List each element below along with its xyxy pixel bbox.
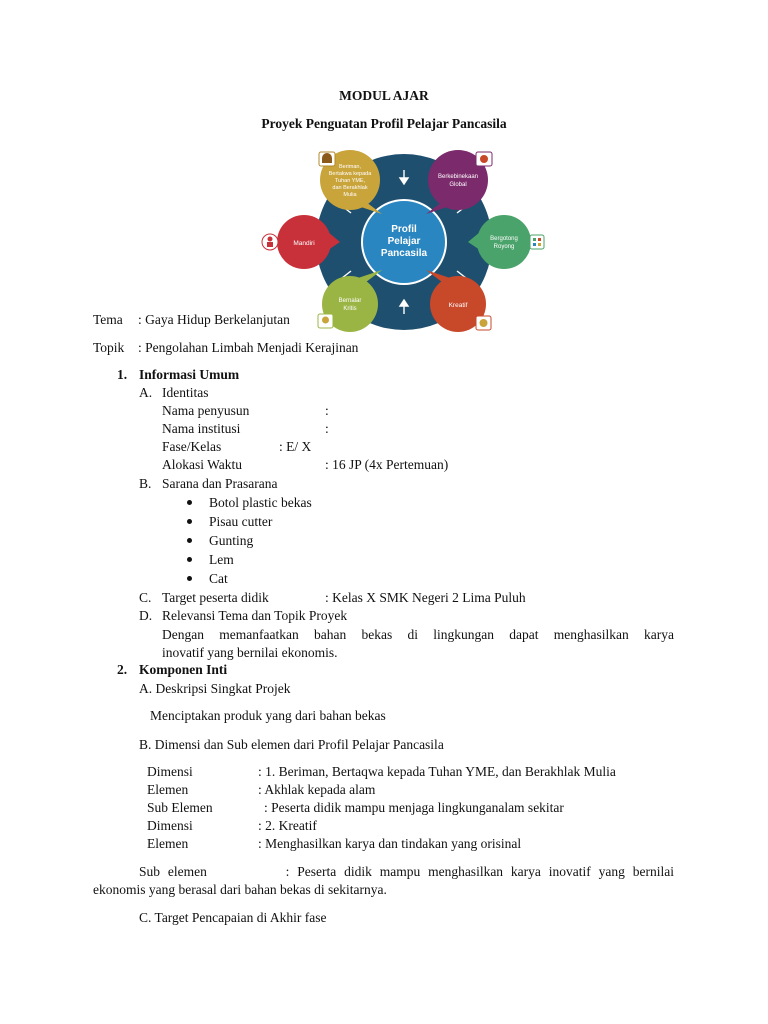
team-icon — [530, 235, 544, 249]
section-1d-marker: D. — [139, 608, 153, 623]
list-item: Pisau cutter — [209, 514, 273, 529]
list-item: Cat — [209, 571, 228, 586]
field-value-alokasi-waktu: : 16 JP (4x Pertemuan) — [325, 457, 449, 472]
document-subtitle: Proyek Penguatan Profil Pelajar Pancasila — [261, 116, 507, 131]
section-1a-title: Identitas — [162, 385, 209, 400]
section-1c-marker: C. — [139, 590, 152, 605]
list-item: Lem — [209, 552, 234, 567]
dimensi-label: Dimensi — [147, 764, 193, 779]
section-1a-marker: A. — [139, 385, 153, 400]
target-peserta-label: Target peserta didik — [162, 590, 269, 605]
diagram-center-line-2: Pelajar — [387, 236, 421, 247]
petal-beriman-line-5: Mulia — [343, 192, 357, 198]
section-1b-title: Sarana dan Prasarana — [162, 476, 278, 491]
field-label-alokasi-waktu: Alokasi Waktu — [162, 457, 243, 472]
section-2c-title: C. Target Pencapaian di Akhir fase — [139, 910, 327, 925]
relevansi-paragraph-line-1: Dengan memanfaatkan bahan bekas di lingkungan dapat menghasilkan karya — [162, 627, 674, 642]
tema-value: : Gaya Hidup Berkelanjutan — [138, 312, 290, 327]
elemen-value: : Akhlak kepada alam — [258, 782, 376, 797]
petal-mandiri-label: Mandiri — [293, 240, 315, 247]
petal-gotong-line-1: Bergotong — [490, 236, 518, 242]
field-value-nama-penyusun: : — [325, 403, 329, 418]
petal-kebinekaan-line-2: Global — [449, 182, 467, 188]
petal-kreatif-label: Kreatif — [448, 302, 468, 309]
petal-gotong-line-2: Royong — [493, 244, 515, 250]
deskripsi-text: Menciptakan produk yang dari bahan bekas — [150, 708, 386, 723]
sub-elemen-label: Sub Elemen — [147, 800, 213, 815]
topik-value: : Pengolahan Limbah Menjadi Kerajinan — [138, 340, 359, 355]
petal-beriman-line-1: Beriman, — [338, 164, 362, 170]
petal-kebinekaan-line-1: Berkebinekaan — [437, 174, 479, 180]
section-2-title: Komponen Inti — [139, 662, 228, 677]
dimensi-value: : 1. Beriman, Bertaqwa kepada Tuhan YME, dan Berakhlak Mulia — [258, 764, 616, 779]
section-1-number: 1. — [117, 367, 128, 382]
petal-kritis-line-1: Bernalar — [338, 298, 362, 304]
sub-elemen-paragraph-line-2: ekonomis yang berasal dari bahan bekas di sekitarnya. — [93, 882, 387, 897]
elemen-label: Elemen — [147, 836, 189, 851]
sub-elemen-value: : Peserta didik mampu menjaga lingkunganalam sekitar — [264, 800, 564, 815]
list-item: Gunting — [209, 533, 254, 548]
section-2-number: 2. — [117, 662, 128, 677]
bullet-dot — [187, 500, 192, 505]
section-1-title: Informasi Umum — [139, 367, 240, 382]
person-icon — [262, 234, 278, 250]
lightbulb-icon — [318, 314, 333, 328]
sub-elemen-paragraph-line-1: Sub elemen : Peserta didik mampu menghasilkan karya inovatif yang bernilai — [139, 864, 674, 879]
petal-beriman-line-2: Bertakwa kepada — [328, 171, 372, 177]
section-1b-marker: B. — [139, 476, 152, 491]
diagram-center-line-1: Profil — [391, 224, 417, 235]
list-item: Botol plastic bekas — [209, 495, 312, 510]
field-value-nama-institusi: : — [325, 421, 329, 436]
petal-kritis-line-2: Kritis — [343, 306, 357, 312]
elemen-label: Elemen — [147, 782, 189, 797]
bullet-dot — [187, 557, 192, 562]
petal-beriman-line-3: Tuhan YME, — [334, 178, 366, 184]
mosque-icon — [319, 152, 335, 166]
field-label-fase-kelas: Fase/Kelas — [162, 439, 222, 454]
topik-label: Topik — [93, 340, 125, 355]
dimensi-label: Dimensi — [147, 818, 193, 833]
bullet-dot — [187, 538, 192, 543]
diagram-center-line-3: Pancasila — [380, 248, 428, 259]
target-peserta-value: : Kelas X SMK Negeri 2 Lima Puluh — [325, 590, 526, 605]
globe-people-icon — [476, 152, 492, 166]
section-2b-title: B. Dimensi dan Sub elemen dari Profil Pelajar Pancasila — [139, 737, 444, 752]
field-label-nama-institusi: Nama institusi — [162, 421, 241, 436]
section-1d-title: Relevansi Tema dan Topik Proyek — [162, 608, 348, 623]
palette-icon — [476, 316, 491, 330]
dimensi-value: : 2. Kreatif — [258, 818, 317, 833]
field-label-nama-penyusun: Nama penyusun — [162, 403, 250, 418]
bullet-dot — [187, 519, 192, 524]
document-title: MODUL AJAR — [339, 88, 429, 103]
field-value-fase-kelas: : E/ X — [279, 439, 312, 454]
elemen-value: : Menghasilkan karya dan tindakan yang orisinal — [258, 836, 522, 851]
section-2a-title: A. Deskripsi Singkat Projek — [139, 681, 291, 696]
profil-pelajar-diagram — [258, 150, 550, 332]
petal-beriman-line-4: dan Berakhlak — [332, 185, 368, 191]
tema-label: Tema — [93, 312, 123, 327]
relevansi-paragraph-line-2: inovatif yang bernilai ekonomis. — [162, 645, 338, 660]
bullet-dot — [187, 576, 192, 581]
